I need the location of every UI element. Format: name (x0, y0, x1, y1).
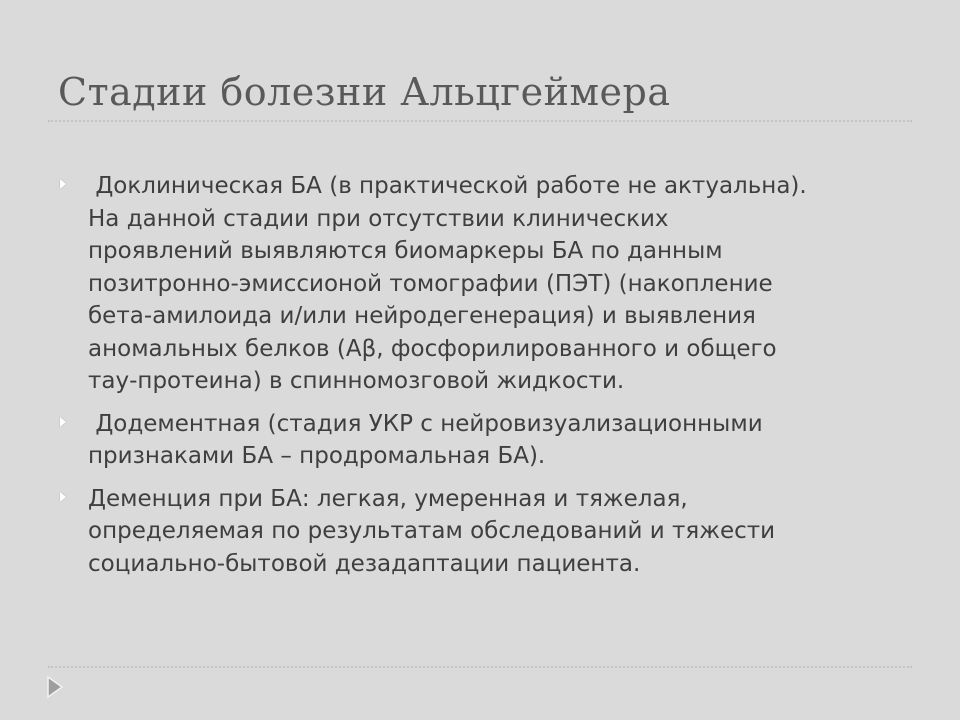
slide-title: Стадии болезни Альцгеймера (58, 70, 671, 114)
bullet-text: Додементная (стадия УКР с нейровизуализационными признаками БА – продромальная БА). (88, 410, 763, 469)
bullet-item (58, 483, 908, 581)
bullet-item (58, 170, 908, 398)
triangle-bullet-icon (60, 492, 66, 502)
bullet-text: Доклиническая БА (в практической работе не актуальна). На данной стадии при отсутствии клинических проявлений выявляются биомаркеры БА по данным позитронно-эмиссионой томографии (ПЭТ) (накопление бета-амилоида и/или нейродегенерация) и выявления аномальных белков (Аβ, фосфорилированного и общего тау-протеина) в спинномозговой жидкости. (88, 173, 807, 394)
bullet-item (58, 408, 908, 473)
footer-divider (48, 666, 912, 668)
next-slide-arrow-icon[interactable] (46, 676, 64, 698)
triangle-bullet-icon (60, 179, 66, 189)
bullet-text: Деменция при БА: легкая, умеренная и тяжелая, определяемая по результатам обследований и тяжести социально-бытовой дезадаптации пациента. (88, 485, 776, 577)
title-divider (48, 120, 912, 122)
slide-content (58, 170, 908, 590)
triangle-bullet-icon (60, 417, 66, 427)
